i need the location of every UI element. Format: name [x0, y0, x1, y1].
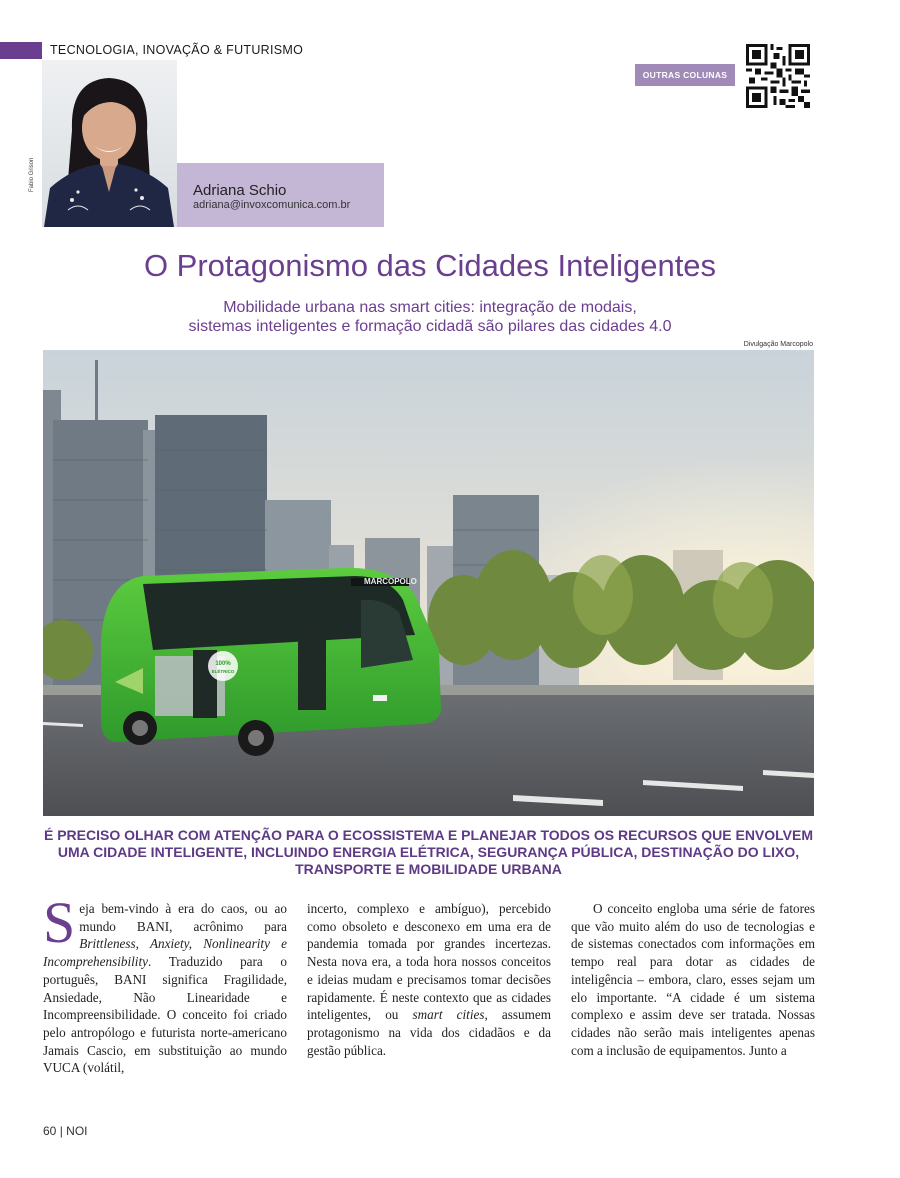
section-color-bar — [0, 42, 42, 59]
hero-image-bus — [43, 350, 814, 816]
magazine-name: NOI — [66, 1124, 88, 1138]
bus-badge-percent: 100% — [215, 661, 231, 667]
article-title: O Protagonismo das Cidades Inteligentes — [143, 248, 717, 283]
col2-italic: smart cities — [412, 1007, 485, 1023]
folio-separator: | — [59, 1124, 63, 1138]
author-photo — [42, 60, 177, 227]
pull-quote: É PRECISO OLHAR COM ATENÇÃO PARA O ECOSSISTEMA E PLANEJAR TODOS OS RECURSOS QUE ENVOLVEM UMA CIDADE INTELIGENTE, INCLUINDO ENERGIA ELÉTRICA, SEGURANÇA PÚBLICA, DESTINAÇÃO DO LIXO, TRANSPORTE E MOBILIDADE URBANA — [43, 827, 814, 877]
article-subtitle — [0, 298, 860, 336]
drop-cap: S — [43, 890, 76, 955]
col1-text-a: eja bem-vindo à era do caos, ou ao mundo BANI, acrônimo para — [79, 901, 287, 934]
page-number: 60 — [43, 1124, 57, 1138]
other-columns-button[interactable]: OUTRAS COLUNAS — [635, 64, 735, 86]
author-email[interactable]: adriana@invoxcomunica.com.br — [193, 199, 351, 211]
subtitle-line-1: Mobilidade urbana nas smart cities: integração de modais, — [223, 299, 637, 316]
author-name: Adriana Schio — [193, 182, 287, 199]
author-photo-credit: Fabio Grison — [29, 157, 35, 192]
body-column-1 — [43, 890, 287, 1077]
col1-text-b: . Traduzido para o português, BANI significa Fragilidade, Ansiedade, Não Linearidade e Incompreensibilidade. O conceito foi criado pelo antropólogo e futurista norte-americano Jamais Cascio, em substituição ao mundo VUCA (volátil, — [43, 954, 287, 1076]
body-column-3: O conceito engloba uma série de fatores que vão muito além do uso de tecnologias e de sistemas conectados com informações em tempo real para dotar as cidades de inteligência – embora, claro, esses sejam um elo importante. “A cidade é um sistema complexo e assim deve ser tratada. Nossas cidades não serão mais inteligentes apenas com a inclusão de equipamentos. Junto a — [571, 901, 815, 1058]
image-credit: Divulgação Marcopolo — [743, 341, 813, 348]
qr-code-icon[interactable] — [746, 44, 810, 108]
col1-italic: Brittleness, Anxiety, Nonlinearity e Incomprehensibility — [43, 936, 287, 970]
subtitle-line-2: sistemas inteligentes e formação cidadã são pilares das cidades 4.0 — [188, 318, 672, 335]
body-column-2 — [307, 900, 551, 1059]
section-label: TECNOLOGIA, INOVAÇÃO & FUTURISMO — [50, 43, 304, 57]
col2-text-b: , assumem protagonismo na vida dos cidadãos e da gestão pública. — [307, 1007, 551, 1058]
col2-text-a: incerto, complexo e ambíguo), percebido como obsoleto e desconexo em uma era de pandemia tomada por grandes incertezas. Nesta nova era, a toda hora nossos conceitos e ideias mudam e precisamos tomar decisões rapidamente. É neste contexto que as cidades inteligentes, ou — [307, 901, 551, 1023]
bus-brand-text: MARCOPOLO — [364, 577, 417, 586]
bus-badge-electric: ELÉTRICO — [211, 669, 235, 674]
page-folio — [43, 1124, 88, 1138]
